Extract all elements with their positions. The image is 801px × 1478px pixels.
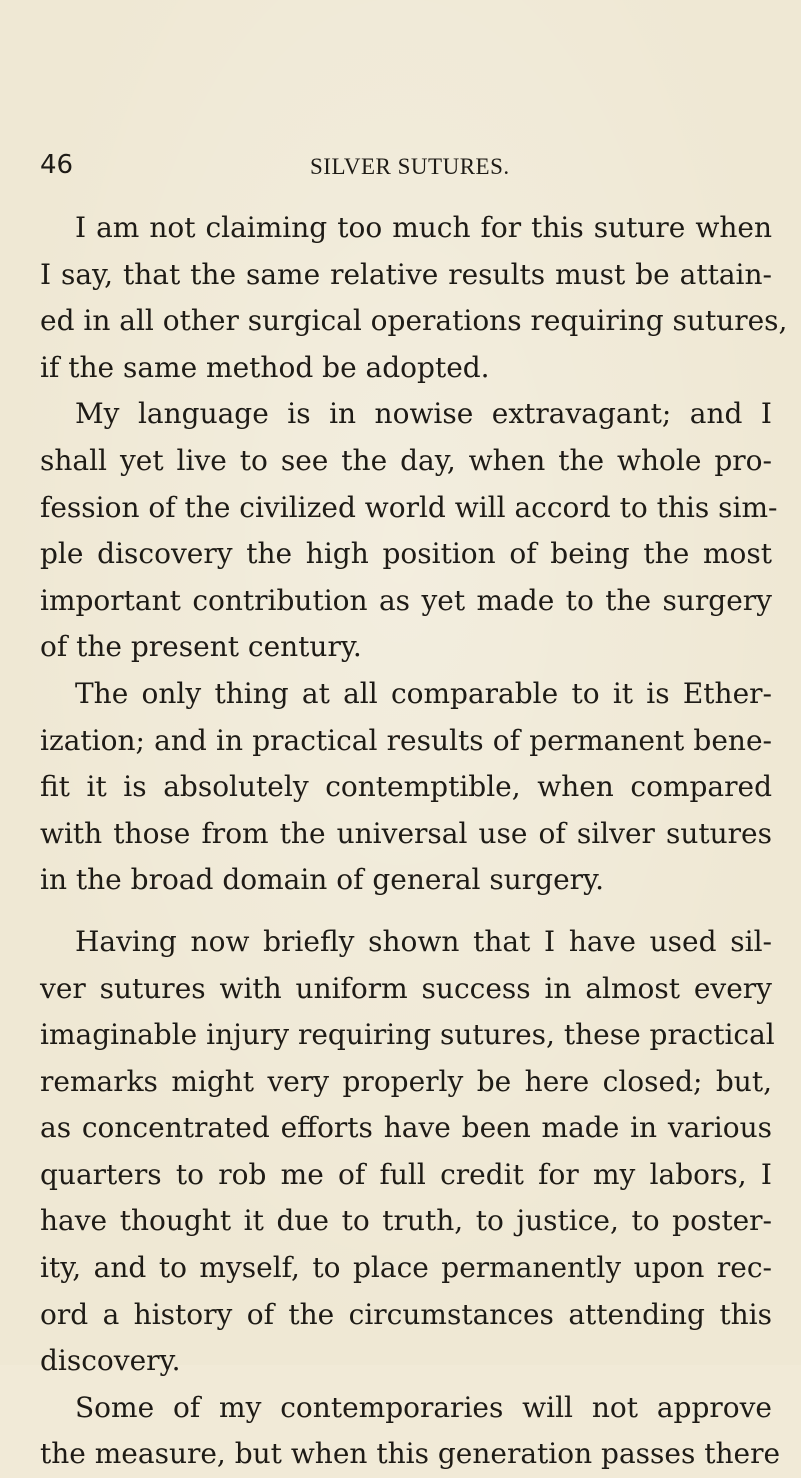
text-line: important contribution as yet made to the surgery bbox=[40, 583, 772, 617]
text-line: shall yet live to see the day, when the whole pro- bbox=[40, 443, 772, 477]
text-line: I am not claiming too much for this suture when bbox=[75, 211, 772, 244]
text-line: as concentrated efforts have been made in various bbox=[40, 1111, 772, 1145]
text-line: quarters to rob me of full credit for my labors, I bbox=[40, 1157, 772, 1191]
text-line: ization; and in practical results of permanent bene- bbox=[40, 723, 772, 757]
text-line: discovery. bbox=[40, 1344, 181, 1378]
text-line: ver sutures with uniform success in almost every bbox=[40, 971, 772, 1005]
text-line: in the broad domain of general surgery. bbox=[40, 863, 605, 897]
text-line: remarks might very properly be here closed; but, bbox=[40, 1064, 772, 1098]
paragraph bbox=[40, 391, 778, 671]
text-line: with those from the universal use of silver sutures bbox=[40, 816, 772, 850]
text-line: if the same method be adopted. bbox=[40, 350, 490, 384]
page-header bbox=[40, 150, 760, 190]
text-line: have thought it due to truth, to justice, to poster- bbox=[40, 1204, 772, 1238]
text-line: The only thing at all comparable to it is Ether- bbox=[75, 676, 772, 710]
text-line: My language is in nowise extravagant; and I bbox=[75, 397, 772, 431]
page-number: 46 bbox=[40, 150, 74, 180]
running-head: SILVER SUTURES. bbox=[310, 154, 510, 179]
text-line: the measure, but when this generation passes there bbox=[40, 1437, 781, 1471]
text-line: ord a history of the circumstances attending this bbox=[40, 1297, 772, 1331]
paragraph-gap bbox=[40, 904, 772, 919]
text-line: ple discovery the high position of being the most bbox=[40, 537, 772, 571]
text-line: of the present century. bbox=[40, 630, 362, 664]
body-text bbox=[40, 205, 788, 1478]
paragraph bbox=[40, 205, 788, 391]
text-line: ity, and to myself, to place permanently upon rec- bbox=[40, 1251, 772, 1285]
text-line: imaginable injury requiring sutures, these practical bbox=[40, 1018, 775, 1052]
paragraph bbox=[40, 919, 775, 1385]
text-line: fit it is absolutely contemptible, when compared bbox=[40, 770, 772, 804]
paragraph bbox=[40, 1385, 781, 1478]
text-line: I say, that the same relative results must be attain- bbox=[40, 257, 772, 291]
text-line: fession of the civilized world will accord to this sim- bbox=[40, 490, 778, 524]
text-line: Having now briefly shown that I have used sil- bbox=[75, 924, 772, 958]
text-line: ed in all other surgical operations requiring sutures, bbox=[40, 304, 788, 338]
text-line: Some of my contemporaries will not approve bbox=[75, 1390, 772, 1424]
paragraph bbox=[40, 671, 772, 904]
